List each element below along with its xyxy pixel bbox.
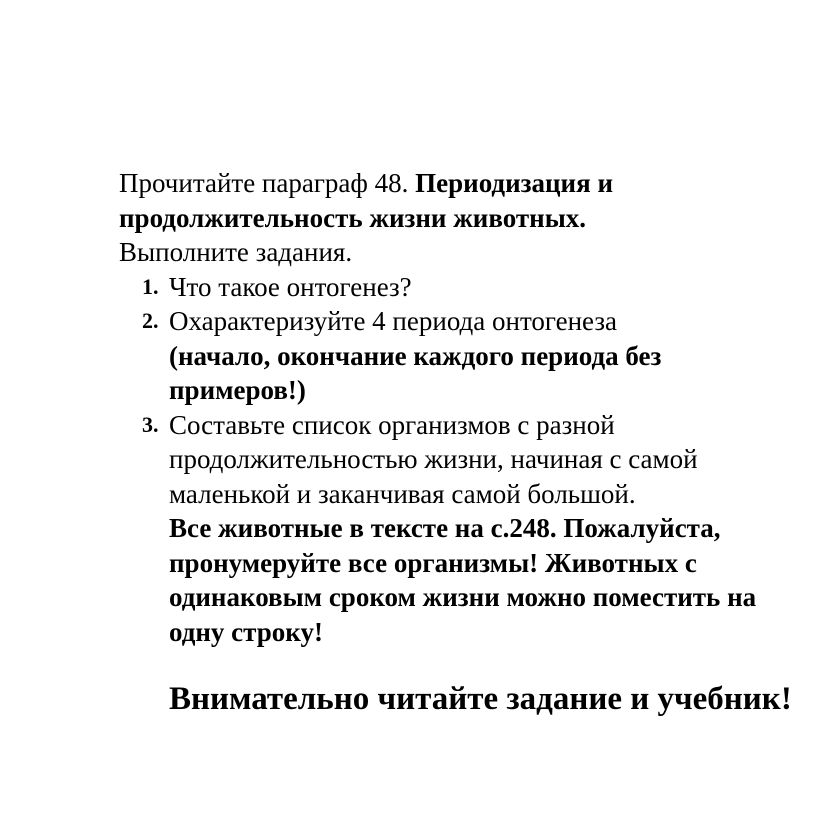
task-item-3: [119, 408, 799, 650]
task-number: 3.: [142, 411, 159, 437]
intro-paragraph: [119, 166, 799, 270]
task-number: 1.: [142, 273, 159, 299]
intro-instruction: Выполните задания.: [119, 237, 353, 267]
paragraph-title: Периодизация и продолжительность жизни животных.: [119, 168, 614, 233]
assignment-document: [119, 166, 799, 720]
final-note: Внимательно читайте задание и учебник!: [169, 681, 792, 717]
task-bold-note: (начало, окончание каждого периода без примеров!): [169, 340, 662, 405]
task-list: [119, 270, 799, 650]
task-bold-note: Все животные в тексте на с.248. Пожалуйста, пронумеруйте все организмы! Животных с одинаковым сроком жизни можно поместить на одну строку!: [169, 513, 757, 647]
task-text: Охарактеризуйте 4 периода онтогенеза: [169, 306, 618, 336]
task-item-2: [119, 304, 799, 408]
task-text: Что такое онтогенез?: [169, 271, 412, 302]
task-item-1: [119, 270, 799, 305]
intro-prefix: Прочитайте параграф 48.: [119, 168, 416, 198]
task-number: 2.: [142, 308, 159, 333]
task-text: Составьте список организмов с разной продолжительностью жизни, начиная с самой маленькой и заканчивая самой большой.: [169, 409, 698, 509]
